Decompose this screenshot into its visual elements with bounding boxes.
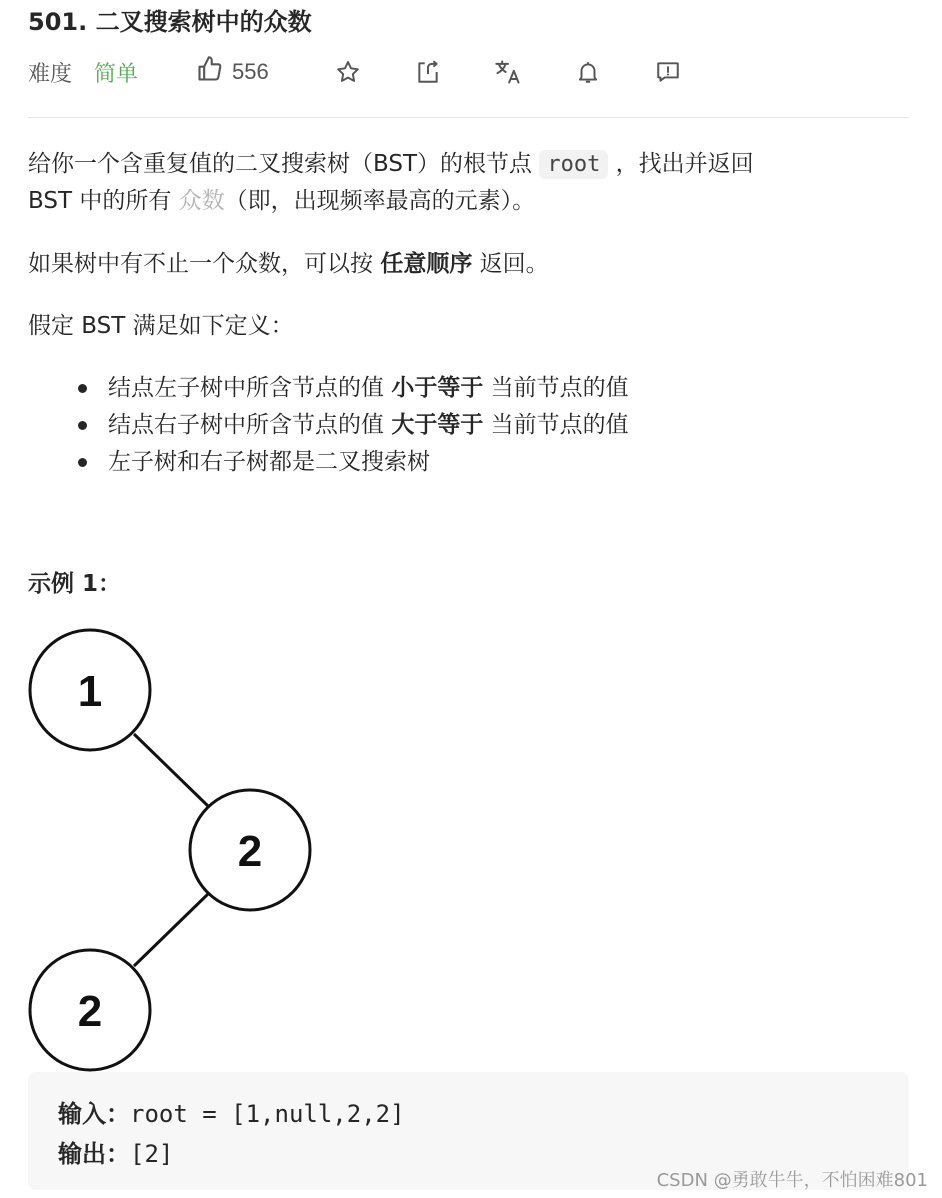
bullet-icon	[78, 421, 87, 430]
star-icon	[335, 59, 361, 85]
rule-text: 结点左子树中所含节点的值	[108, 375, 392, 401]
rule-text: 当前节点的值	[483, 375, 629, 401]
tree-node-label: 2	[237, 827, 263, 876]
feedback-icon	[655, 59, 681, 85]
example-output-line	[58, 1134, 173, 1169]
problem-meta-bar	[28, 54, 909, 90]
watermark: CSDN @勇敢牛牛，不怕困难801	[656, 1170, 928, 1191]
input-label: 输入：	[58, 1100, 130, 1128]
list-item	[28, 407, 909, 444]
list-item	[28, 370, 909, 407]
description-text: BST 中的所有	[28, 188, 179, 214]
share-button[interactable]	[412, 56, 444, 88]
difficulty-label: 难度	[28, 61, 73, 87]
rule-emphasis: 小于等于	[391, 375, 484, 401]
description-text: 返回。	[472, 251, 549, 277]
description-text: （即，出现频率最高的元素）。	[224, 188, 536, 214]
translate-button[interactable]	[492, 56, 524, 88]
description-text: 给你一个含重复值的二叉搜索树（BST）的根节点	[28, 151, 540, 177]
tree-node-label: 2	[77, 987, 103, 1036]
subscribe-button[interactable]	[572, 56, 604, 88]
tree-edge	[134, 894, 208, 966]
emphasis-text: 任意顺序	[380, 251, 473, 277]
bst-definition-list	[28, 370, 909, 481]
rule-text: 当前节点的值	[483, 412, 629, 438]
share-icon	[415, 59, 441, 85]
description-paragraph-1	[28, 146, 909, 220]
list-item	[28, 444, 909, 481]
mode-link[interactable]: 众数	[178, 188, 225, 214]
example-title: 示例 1：	[28, 571, 122, 597]
rule-text: 结点右子树中所含节点的值	[108, 412, 392, 438]
output-label: 输出：	[58, 1140, 130, 1168]
translate-icon	[494, 58, 522, 86]
header-divider	[28, 117, 909, 118]
bullet-icon	[78, 384, 87, 393]
problem-title: 501. 二叉搜索树中的众数	[28, 8, 312, 36]
like-button[interactable]	[196, 54, 269, 90]
favorite-button[interactable]	[332, 56, 364, 88]
bell-icon	[575, 59, 601, 85]
output-value: [2]	[130, 1140, 174, 1168]
difficulty	[28, 54, 138, 90]
thumbs-up-icon	[196, 55, 224, 89]
tree-node-label: 1	[77, 667, 103, 716]
description-paragraph-2	[28, 246, 909, 283]
description-paragraph-3: 假定 BST 满足如下定义：	[28, 313, 294, 339]
bullet-icon	[78, 458, 87, 467]
tree-edge	[134, 734, 208, 806]
difficulty-value: 简单	[94, 61, 139, 87]
example-tree-diagram	[28, 628, 318, 1073]
like-count: 556	[232, 59, 269, 84]
rule-text: 左子树和右子树都是二叉搜索树	[108, 449, 430, 475]
inline-code-root: root	[539, 150, 608, 179]
example-input-line	[58, 1094, 405, 1129]
description-text: ，找出并返回	[608, 151, 754, 177]
input-value: root = [1,null,2,2]	[130, 1100, 405, 1128]
feedback-button[interactable]	[652, 56, 684, 88]
description-text: 如果树中有不止一个众数，可以按	[28, 251, 381, 277]
rule-emphasis: 大于等于	[391, 412, 484, 438]
